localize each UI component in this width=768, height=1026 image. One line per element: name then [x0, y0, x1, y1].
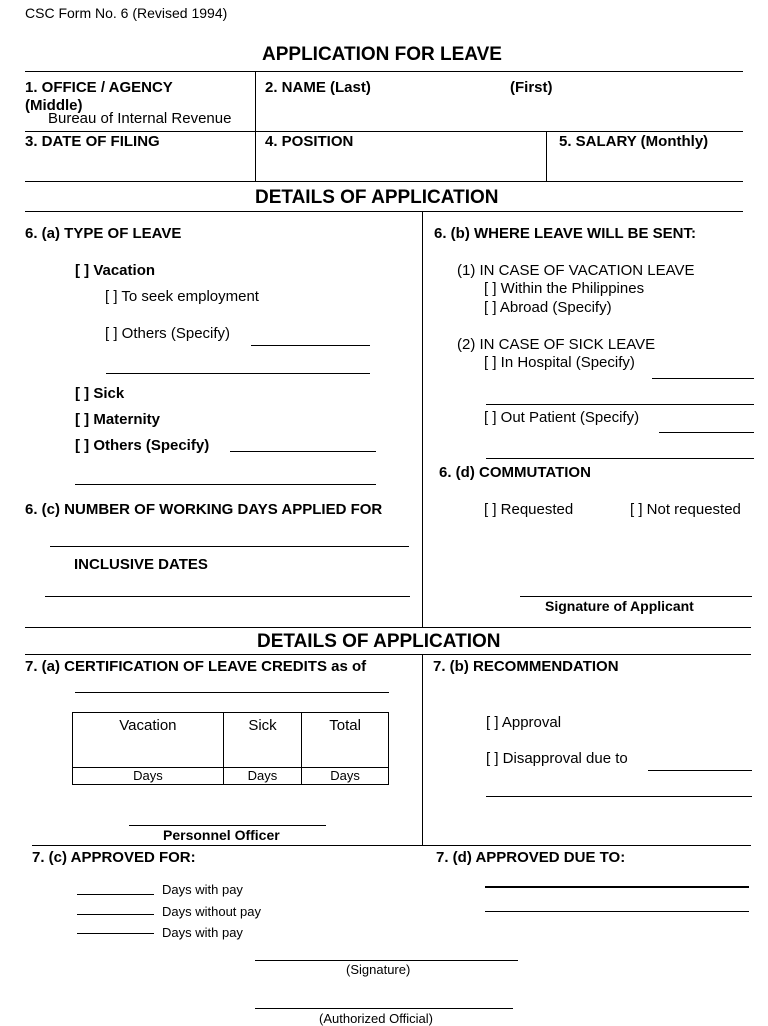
- seek-employment-checkbox[interactable]: [ ] To seek employment: [105, 288, 259, 305]
- out-patient-field[interactable]: [659, 432, 754, 433]
- form-number: CSC Form No. 6 (Revised 1994): [25, 5, 228, 21]
- approved-for-label: 7. (c) APPROVED FOR:: [32, 849, 196, 866]
- grid-line: [422, 211, 423, 628]
- name-label: 2. NAME (Last): [265, 79, 371, 96]
- approved-due-field[interactable]: [485, 886, 749, 888]
- days-with-pay-label: Days with pay: [162, 882, 243, 897]
- office-label: 1. OFFICE / AGENCY: [25, 79, 173, 96]
- days-with-pay-field[interactable]: [77, 894, 154, 895]
- working-days-field[interactable]: [50, 546, 409, 547]
- office-value[interactable]: Bureau of Internal Revenue: [48, 110, 232, 127]
- applicant-signature-line[interactable]: [520, 596, 752, 597]
- not-requested-checkbox[interactable]: [ ] Not requested: [630, 501, 741, 518]
- in-hospital-field-2[interactable]: [486, 404, 754, 405]
- in-hospital-field[interactable]: [652, 378, 754, 379]
- grid-line: [25, 131, 743, 132]
- name-first-label: (First): [510, 79, 553, 96]
- approved-due-field-2[interactable]: [485, 911, 749, 912]
- grid-line: [25, 654, 751, 655]
- type-of-leave-label: 6. (a) TYPE OF LEAVE: [25, 225, 182, 242]
- days-with-pay-label-2: Days with pay: [162, 925, 243, 940]
- recommendation-label: 7. (b) RECOMMENDATION: [433, 658, 619, 675]
- sick-column-header: Sick: [223, 713, 301, 768]
- working-days-label: 6. (c) NUMBER OF WORKING DAYS APPLIED FOR: [25, 501, 383, 518]
- salary-label: 5. SALARY (Monthly): [559, 133, 709, 150]
- others-checkbox[interactable]: [ ] Others (Specify): [75, 437, 210, 454]
- others-field[interactable]: [230, 451, 376, 452]
- applicant-signature-label: Signature of Applicant: [545, 598, 694, 614]
- leave-credits-table: [72, 712, 389, 785]
- vacation-column-header: Vacation: [73, 713, 224, 768]
- position-label: 4. POSITION: [265, 133, 354, 150]
- signature-label: (Signature): [346, 962, 411, 977]
- certification-label: 7. (a) CERTIFICATION OF LEAVE CREDITS as of: [25, 658, 367, 675]
- sick-case-label: (2) IN CASE OF SICK LEAVE: [457, 336, 656, 353]
- out-patient-field-2[interactable]: [486, 458, 754, 459]
- grid-line: [25, 181, 743, 182]
- in-hospital-checkbox[interactable]: [ ] In Hospital (Specify): [484, 354, 635, 371]
- where-leave-label: 6. (b) WHERE LEAVE WILL BE SENT:: [434, 225, 696, 242]
- days-without-pay-label: Days without pay: [162, 904, 261, 919]
- authorized-official-line[interactable]: [255, 1008, 513, 1009]
- abroad-checkbox[interactable]: [ ] Abroad (Specify): [484, 299, 612, 316]
- days-without-pay-field[interactable]: [77, 914, 154, 915]
- details-title: DETAILS OF APPLICATION: [255, 187, 499, 208]
- grid-line: [32, 845, 751, 846]
- disapproval-checkbox[interactable]: [ ] Disapproval due to: [486, 750, 628, 767]
- total-column-header: Total: [302, 713, 389, 768]
- others-vacation-field-2[interactable]: [106, 373, 370, 374]
- disapproval-field-2[interactable]: [486, 796, 752, 797]
- grid-line: [255, 71, 256, 182]
- grid-line: [546, 131, 547, 182]
- name-middle-label: (Middle): [25, 97, 83, 114]
- others-vacation-checkbox[interactable]: [ ] Others (Specify): [105, 325, 231, 342]
- maternity-checkbox[interactable]: [ ] Maternity: [75, 411, 161, 428]
- grid-line: [422, 654, 423, 845]
- disapproval-field[interactable]: [648, 770, 752, 771]
- others-field-2[interactable]: [75, 484, 376, 485]
- grid-line: [25, 627, 751, 628]
- total-days-unit: Days: [302, 768, 389, 785]
- vacation-checkbox[interactable]: [ ] Vacation: [75, 262, 156, 279]
- approval-checkbox[interactable]: [ ] Approval: [486, 714, 562, 731]
- sick-days-unit: Days: [223, 768, 301, 785]
- authorized-official-label: (Authorized Official): [319, 1011, 433, 1026]
- date-filing-label: 3. DATE OF FILING: [25, 133, 160, 150]
- personnel-officer-label: Personnel Officer: [163, 827, 280, 843]
- grid-line: [25, 71, 743, 72]
- others-vacation-field[interactable]: [251, 345, 370, 346]
- certification-date-field[interactable]: [75, 692, 389, 693]
- vacation-case-label: (1) IN CASE OF VACATION LEAVE: [457, 262, 695, 279]
- out-patient-checkbox[interactable]: [ ] Out Patient (Specify): [484, 409, 640, 426]
- approved-due-label: 7. (d) APPROVED DUE TO:: [436, 849, 626, 866]
- commutation-label: 6. (d) COMMUTATION: [439, 464, 591, 481]
- vacation-days-unit: Days: [73, 768, 224, 785]
- signature-line[interactable]: [255, 960, 518, 961]
- form-title: APPLICATION FOR LEAVE: [262, 44, 502, 65]
- sick-checkbox[interactable]: [ ] Sick: [75, 385, 125, 402]
- inclusive-dates-field[interactable]: [45, 596, 410, 597]
- requested-checkbox[interactable]: [ ] Requested: [484, 501, 574, 518]
- days-with-pay-field-2[interactable]: [77, 933, 154, 934]
- inclusive-dates-label: INCLUSIVE DATES: [74, 556, 208, 573]
- personnel-officer-line[interactable]: [129, 825, 326, 826]
- within-ph-checkbox[interactable]: [ ] Within the Philippines: [484, 280, 645, 297]
- grid-line: [25, 211, 743, 212]
- details-title-2: DETAILS OF APPLICATION: [257, 631, 501, 652]
